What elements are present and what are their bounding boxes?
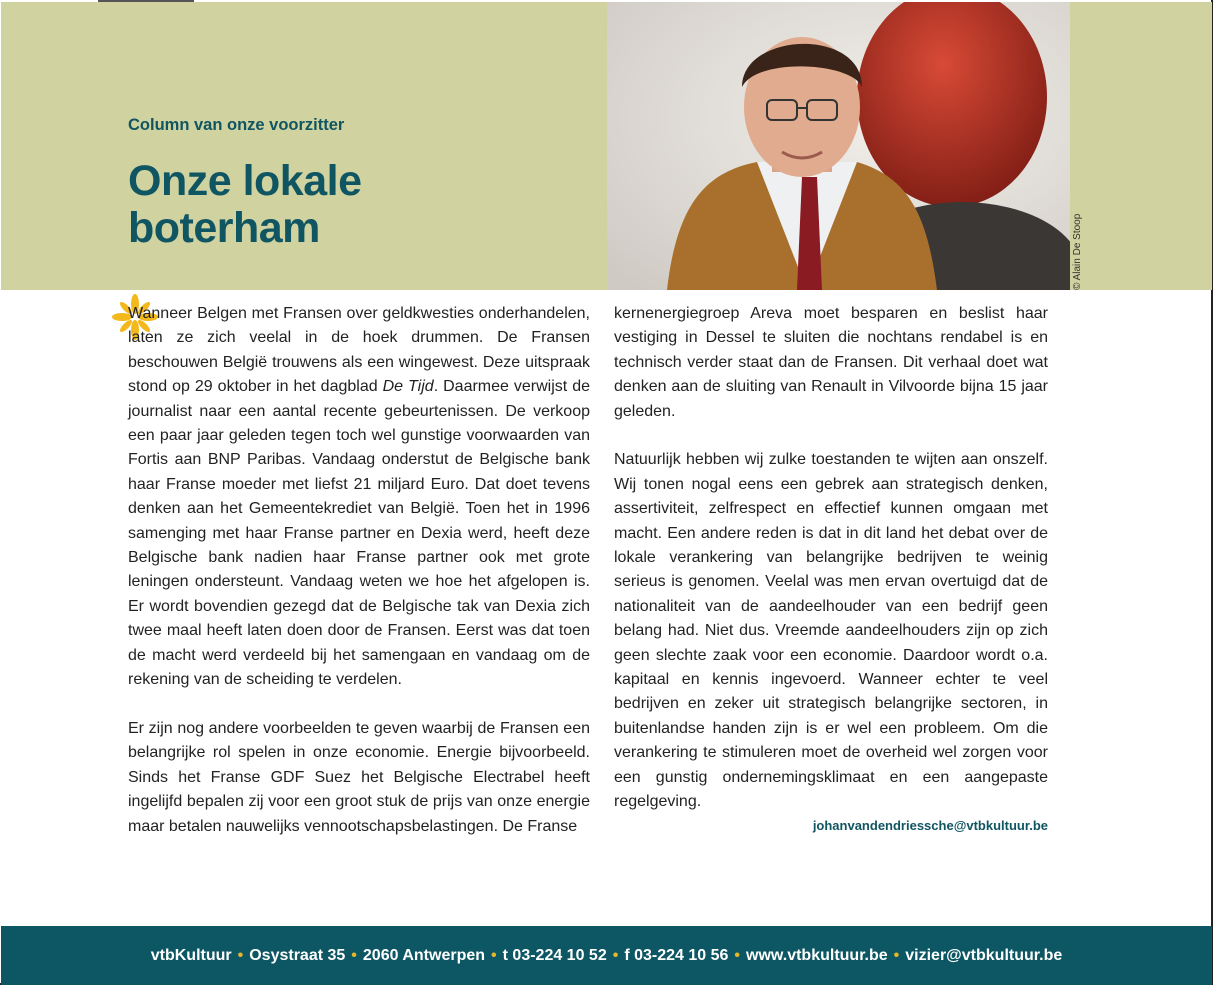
footer-email-link[interactable]: vizier@vtbkultuur.be bbox=[905, 946, 1063, 964]
author-email-link[interactable]: johanvandendriessche@vtbkultuur.be bbox=[812, 818, 1048, 833]
footer-contact-bar bbox=[1, 926, 1212, 985]
newspaper-title: De Tijd bbox=[382, 378, 434, 396]
footer-separator: • bbox=[734, 946, 741, 964]
article-column-right bbox=[614, 302, 1048, 839]
footer-city: 2060 Antwerpen bbox=[362, 946, 486, 964]
footer-phone: t 03-224 10 52 bbox=[502, 946, 607, 964]
footer-separator: • bbox=[612, 946, 619, 964]
footer-separator: • bbox=[237, 946, 244, 964]
article-paragraph: Wanneer Belgen met Fransen over geldkwesties onderhandelen, laten ze zich veelal in de hoek drummen. De Fransen beschouwen België trouwens als een wingewest. Deze uitspraak stond op 29 oktober in het dagblad De Tijd. Daarmee verwijst de journalist naar een aantal recente gebeurtenissen. De verkoop een paar jaar geleden tegen toch wel gunstige voorwaarden van Fortis aan BNP Paribas. Vandaag onderstut de Belgische bank haar Franse moeder met liefst 21 miljard Euro. Dat doet tevens denken aan het Gemeentekrediet van België. Toen het in 1996 samenging met haar Franse partner en Dexia werd, heeft deze Belgische bank nadien haar Franse partner ook met grote leningen ondersteunt. Vandaag weten we hoe het afgelopen is. Er wordt bovendien gezegd dat de Belgische tak van Dexia zich twee maal heeft laten doen door de Fransen. Eerst was dat toen de macht werd verdeeld bij het samengaan en vandaag om de rekening van de scheiding te verdelen. bbox=[128, 305, 591, 689]
chairman-photo bbox=[607, 2, 1070, 290]
footer-fax: f 03-224 10 56 bbox=[624, 946, 729, 964]
column-kicker: Column van onze voorzitter bbox=[128, 116, 345, 134]
portrait-illustration bbox=[607, 2, 1070, 290]
article-column-left bbox=[128, 302, 590, 863]
footer-website-link[interactable]: www.vtbkultuur.be bbox=[746, 946, 888, 964]
photo-credit bbox=[1071, 268, 1085, 290]
article-paragraph: kernenergiegroep Areva moet besparen en beslist haar vestiging in Dessel te sluiten die nochtans rendabel is en technisch verder staat dan de Fransen. Dit verhaal doet wat denken aan de sluiting van Renault in Vilvoorde bijna 15 jaar geleden. bbox=[614, 305, 1048, 420]
footer-street: Osystraat 35 bbox=[249, 946, 346, 964]
article-paragraph: Er zijn nog andere voorbeelden te geven waarbij de Fransen een belangrijke rol spelen in onze economie. Energie bijvoorbeeld. Sinds het Franse GDF Suez het Belgische Electrabel heeft ingelijfd bepalen zij voor een groot stuk de prijs van onze energie maar betalen nauwelijks vennootschapsbelastingen. De Franse bbox=[128, 719, 590, 835]
page-title: Onze lokale boterham bbox=[128, 157, 362, 252]
footer-separator: • bbox=[893, 946, 900, 964]
footer-separator: • bbox=[491, 946, 497, 964]
article-paragraph: Natuurlijk hebben wij zulke toestanden te wijten aan onszelf. Wij tonen nogal eens een gebrek aan strategisch denken, assertiviteit, zelfrespect en effectief kunnen omgaan met macht. Een andere reden is dat in dit land het debat over de lokale verankering van belangrijke bedrijven te weinig serieus is genomen. Veelal was men ervan overtuigd dat de nationaliteit van de aandeelhouder van een bedrijf geen belang had. Niet dus. Vreemde aandeelhouders zijn op zich geen slechte zaak voor een economie. Daardoor wordt o.a. kapitaal en kennis ingevoerd. Wanneer echter te veel bedrijven en zeker uit strategisch belangrijke sectoren, in buitenlandse handen zijn is er wel een probleem. Om die verankering te stimuleren moet de overheid wel zorgen voor een gunstig ondernemingsklimaat en een aangepaste regelgeving. bbox=[614, 451, 1048, 811]
footer-separator: • bbox=[351, 946, 357, 964]
footer-org-name: vtbKultuur bbox=[150, 946, 232, 964]
